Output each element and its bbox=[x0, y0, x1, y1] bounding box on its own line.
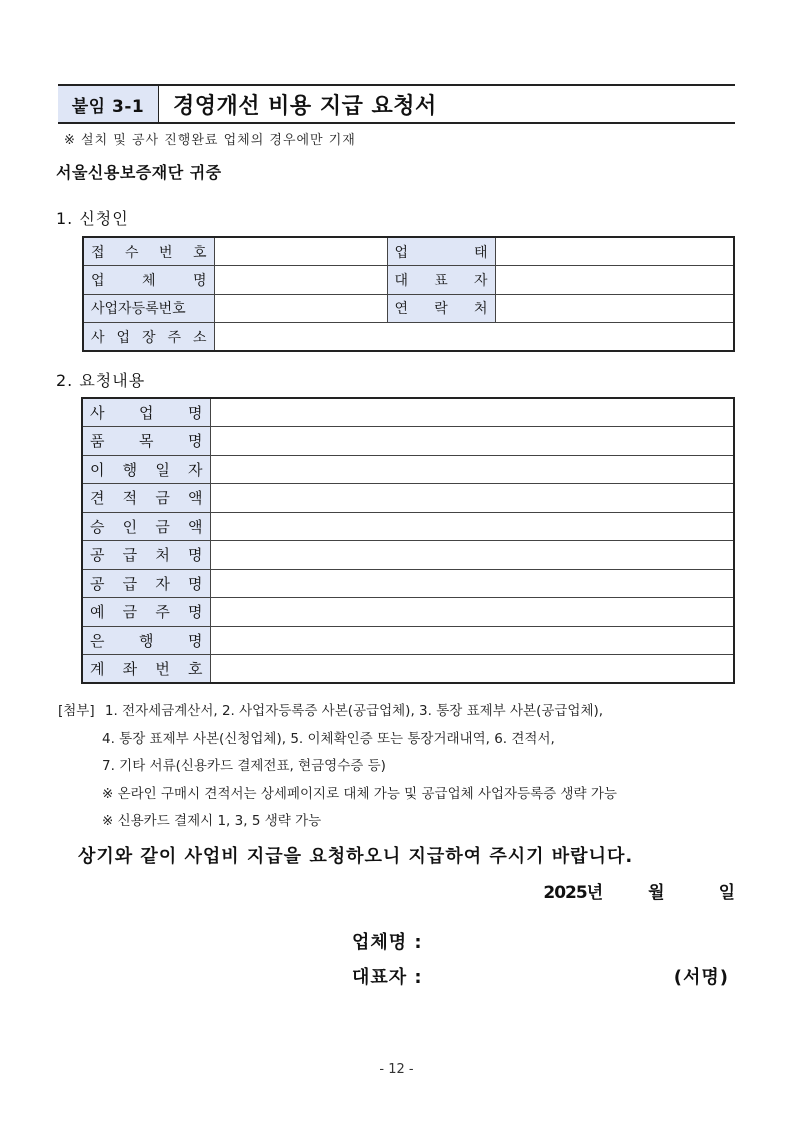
field-label bbox=[395, 242, 488, 262]
field-label bbox=[91, 242, 207, 262]
label-char: 태 bbox=[473, 244, 488, 261]
label-char: 장 bbox=[141, 329, 156, 346]
page-number: - 12 - bbox=[379, 1062, 414, 1077]
label-char: 공 bbox=[90, 546, 105, 565]
label-cell bbox=[82, 398, 210, 427]
label-char: 명 bbox=[187, 546, 203, 565]
label-cell bbox=[83, 266, 214, 295]
label-char: 액 bbox=[187, 517, 203, 536]
company-name-label: 업체명 : bbox=[352, 932, 423, 953]
field-label bbox=[90, 601, 203, 622]
value-field[interactable] bbox=[214, 266, 387, 295]
label-cell bbox=[82, 455, 210, 484]
label-char: 소 bbox=[192, 329, 207, 346]
attachment-note: ※ 온라인 구매시 견적서는 상세페이지로 대체 가능 및 공급업체 사업자등록증 생략 가능 bbox=[102, 785, 617, 802]
attachment-prefix: [첨부] bbox=[58, 703, 95, 719]
table-row bbox=[83, 237, 734, 266]
label-char: 사 bbox=[91, 329, 105, 346]
label-char: 처 bbox=[473, 301, 488, 318]
signature-mark: (서명) bbox=[673, 967, 729, 988]
table-row bbox=[82, 427, 734, 456]
label-cell bbox=[83, 323, 214, 352]
label-char: 예 bbox=[90, 603, 105, 622]
field-label bbox=[90, 430, 203, 451]
closing-statement: 상기와 같이 사업비 지급을 요청하오니 지급하여 주시기 바랍니다. bbox=[78, 846, 634, 867]
label-cell bbox=[83, 294, 214, 323]
label-char: 명 bbox=[188, 404, 203, 422]
table-row bbox=[82, 512, 734, 541]
field-label bbox=[90, 658, 203, 679]
label-char: 호 bbox=[192, 244, 207, 261]
date-day: 일 bbox=[718, 883, 735, 903]
table-row bbox=[83, 266, 734, 295]
label-char: 명 bbox=[188, 631, 203, 650]
date-year: 2025년 bbox=[543, 883, 603, 903]
value-field[interactable] bbox=[210, 512, 734, 541]
field-label bbox=[395, 298, 488, 318]
label-char: 은 bbox=[90, 631, 105, 650]
label-char: 명 bbox=[192, 272, 207, 289]
field-label bbox=[91, 270, 207, 290]
label-cell bbox=[82, 569, 210, 598]
value-field[interactable] bbox=[214, 294, 387, 323]
label-char: 계 bbox=[90, 660, 105, 678]
label-cell bbox=[82, 626, 210, 655]
field-label bbox=[90, 544, 203, 565]
label-char: 사업자등록번호 bbox=[91, 301, 186, 318]
label-char: 좌 bbox=[122, 660, 138, 678]
label-char: 주 bbox=[155, 603, 170, 622]
table-row bbox=[82, 455, 734, 484]
label-char: 번 bbox=[155, 660, 170, 678]
attachment-note: ※ 신용카드 결제시 1, 3, 5 생략 가능 bbox=[102, 813, 322, 829]
section-heading-applicant: 1. 신청인 bbox=[56, 209, 129, 228]
label-char: 행 bbox=[139, 631, 154, 650]
label-char: 적 bbox=[122, 489, 138, 508]
label-char: 호 bbox=[187, 660, 203, 678]
date-month: 월 bbox=[648, 883, 665, 903]
value-field[interactable] bbox=[495, 266, 734, 295]
table-row bbox=[82, 569, 734, 598]
label-char: 자 bbox=[187, 460, 203, 479]
request-table bbox=[81, 397, 735, 684]
label-cell bbox=[82, 512, 210, 541]
label-char: 표 bbox=[434, 272, 448, 289]
table-row bbox=[82, 655, 734, 684]
value-field[interactable] bbox=[210, 655, 734, 684]
table-row bbox=[82, 598, 734, 627]
applicant-table bbox=[82, 236, 735, 352]
label-char: 명 bbox=[188, 432, 203, 451]
label-char: 업 bbox=[139, 404, 154, 422]
table-row bbox=[83, 294, 734, 323]
label-char: 사 bbox=[90, 404, 105, 422]
label-cell bbox=[82, 598, 210, 627]
value-field[interactable] bbox=[210, 398, 734, 427]
section-heading-request: 2. 요청내용 bbox=[56, 371, 146, 390]
value-field[interactable] bbox=[210, 569, 734, 598]
field-label bbox=[90, 402, 203, 423]
label-char: 처 bbox=[155, 546, 170, 565]
label-char: 금 bbox=[155, 517, 170, 536]
document-title: 경영개선 비용 지급 요청서 bbox=[173, 93, 437, 119]
table-row bbox=[82, 484, 734, 513]
value-field[interactable] bbox=[210, 484, 734, 513]
value-field[interactable] bbox=[495, 294, 734, 323]
value-field[interactable] bbox=[210, 455, 734, 484]
representative-label: 대표자 : bbox=[352, 967, 423, 988]
label-char: 업 bbox=[91, 272, 105, 289]
label-char: 금 bbox=[155, 489, 170, 508]
field-label bbox=[90, 516, 203, 537]
label-char: 급 bbox=[122, 574, 138, 593]
document-header bbox=[58, 84, 735, 124]
field-label bbox=[90, 630, 203, 651]
attachment-line bbox=[58, 698, 617, 726]
label-char: 인 bbox=[122, 517, 138, 536]
label-char: 명 bbox=[187, 574, 203, 593]
label-char: 체 bbox=[141, 272, 156, 289]
value-field[interactable] bbox=[214, 237, 387, 266]
label-char: 주 bbox=[167, 329, 181, 346]
label-cell bbox=[83, 237, 214, 266]
label-char: 자 bbox=[473, 272, 488, 289]
attachment-line: 7. 기타 서류(신용카드 결제전표, 현금영수증 등) bbox=[102, 758, 386, 774]
label-char: 품 bbox=[90, 432, 105, 451]
table-row bbox=[82, 398, 734, 427]
addressee: 서울신용보증재단 귀중 bbox=[56, 163, 222, 182]
value-field[interactable] bbox=[210, 626, 734, 655]
label-char: 행 bbox=[122, 460, 138, 479]
attachment-line: 4. 통장 표제부 사본(신청업체), 5. 이체확인증 또는 통장거래내역, 6. 견적서, bbox=[102, 730, 555, 747]
field-label bbox=[90, 459, 203, 480]
field-label bbox=[91, 327, 207, 347]
label-char: 명 bbox=[187, 603, 203, 622]
label-char: 대 bbox=[394, 272, 409, 289]
label-char: 락 bbox=[434, 301, 448, 318]
field-label bbox=[91, 298, 207, 318]
attachments-section bbox=[58, 698, 617, 836]
label-char: 수 bbox=[124, 244, 139, 261]
header-note: ※ 설치 및 공사 진행완료 업체의 경우에만 기재 bbox=[64, 133, 356, 148]
label-char: 이 bbox=[90, 460, 105, 479]
attachment-tag: 붙임 3-1 bbox=[58, 86, 159, 122]
label-cell bbox=[82, 484, 210, 513]
label-char: 목 bbox=[139, 432, 154, 451]
label-cell bbox=[387, 294, 495, 323]
label-char: 견 bbox=[90, 489, 105, 508]
label-char: 일 bbox=[155, 460, 170, 479]
field-label bbox=[90, 573, 203, 594]
label-cell bbox=[82, 655, 210, 684]
label-char: 승 bbox=[90, 517, 105, 536]
label-char: 번 bbox=[158, 244, 173, 261]
table-row bbox=[82, 541, 734, 570]
label-char: 급 bbox=[122, 546, 138, 565]
label-cell bbox=[82, 427, 210, 456]
value-field[interactable] bbox=[210, 427, 734, 456]
label-char: 공 bbox=[90, 574, 105, 593]
table-row bbox=[82, 626, 734, 655]
label-char: 업 bbox=[394, 244, 409, 261]
label-char: 금 bbox=[122, 603, 138, 622]
table-row bbox=[83, 323, 734, 352]
value-field[interactable] bbox=[210, 598, 734, 627]
date-line bbox=[543, 878, 735, 903]
field-label bbox=[90, 487, 203, 508]
label-char: 접 bbox=[91, 244, 105, 261]
label-char: 업 bbox=[116, 329, 131, 346]
field-label bbox=[395, 270, 488, 290]
value-field[interactable] bbox=[210, 541, 734, 570]
label-cell bbox=[387, 237, 495, 266]
label-cell bbox=[82, 541, 210, 570]
label-cell bbox=[387, 266, 495, 295]
label-char: 자 bbox=[155, 574, 170, 593]
label-char: 연 bbox=[394, 301, 409, 318]
value-field[interactable] bbox=[214, 323, 734, 352]
label-char: 액 bbox=[187, 489, 203, 508]
value-field[interactable] bbox=[495, 237, 734, 266]
attachment-text: 1. 전자세금계산서, 2. 사업자등록증 사본(공급업체), 3. 통장 표제부 사본(공급업체), bbox=[104, 703, 604, 719]
